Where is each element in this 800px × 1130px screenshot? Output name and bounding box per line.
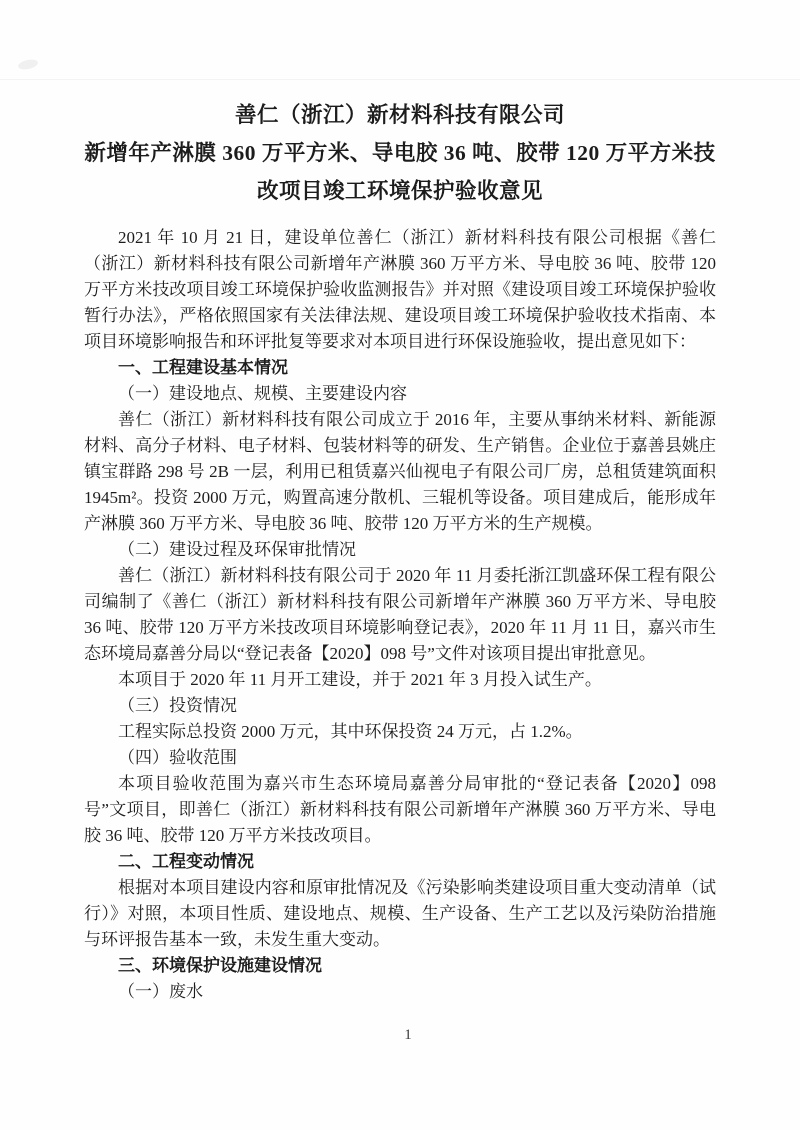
title-line-3: 改项目竣工环境保护验收意见 bbox=[256, 179, 543, 203]
section-1-3-paragraph: 工程实际总投资 2000 万元，其中环保投资 24 万元，占 1.2%。 bbox=[118, 722, 583, 741]
section-1-1-paragraph: 善仁（浙江）新材料科技有限公司成立于 2016 年，主要从事纳米材料、新能源材料、高分子材料、电子材料、包装材料等的研发、生产销售。企业位于嘉善县姚庄镇宝群路 298 号 2B 一层，利用已租赁嘉兴仙视电子有限公司厂房，总租赁建筑面积 1945m²。投资 2000 万元，购置高速分散机、三辊机等设备。项目建成后，能形成年产淋膜 360 万平方米、导电胶 36 吨、胶带 120 万平方米的生产规模。 bbox=[84, 410, 716, 533]
section-1-2-paragraph-1: 善仁（浙江）新材料科技有限公司于 2020 年 11 月委托浙江凯盛环保工程有限公司编制了《善仁（浙江）新材料科技有限公司新增年产淋膜 360 万平方米、导电胶 36 吨、胶带 120 万平方米技改项目环境影响登记表》，2020 年 11 月 11 日，嘉兴市生态环境局嘉善分局以“登记表备【2020】098 号”文件对该项目提出审批意见。 bbox=[84, 566, 716, 663]
scan-line-artifact bbox=[0, 79, 800, 80]
section-1-1-subheading: （一）建设地点、规模、主要建设内容 bbox=[118, 384, 407, 403]
section-1-4-subheading: （四）验收范围 bbox=[118, 748, 237, 767]
section-2-paragraph: 根据对本项目建设内容和原审批情况及《污染影响类建设项目重大变动清单（试行）》对照，本项目性质、建设地点、规模、生产设备、生产工艺以及污染防治措施与环评报告基本一致，未发生重大变动。 bbox=[84, 878, 716, 949]
intro-paragraph: 2021 年 10 月 21 日，建设单位善仁（浙江）新材料科技有限公司根据《善仁（浙江）新材料科技有限公司新增年产淋膜 360 万平方米、导电胶 36 吨、胶带 120 万平方米技改项目竣工环境保护验收监测报告》并对照《建设项目竣工环境保护验收暂行办法》，严格依照国家有关法律法规、建设项目竣工环境保护验收技术指南、本项目环境影响报告和环评批复等要求对本项目进行环保设施验收，提出意见如下： bbox=[84, 228, 716, 351]
page-number: 1 bbox=[404, 1027, 412, 1043]
section-3-1-subheading: （一）废水 bbox=[118, 982, 203, 1001]
section-1-heading: 一、工程建设基本情况 bbox=[118, 358, 288, 377]
section-3-heading: 三、环境保护设施建设情况 bbox=[118, 956, 322, 975]
section-1-2-paragraph-2: 本项目于 2020 年 11 月开工建设，并于 2021 年 3 月投入试生产。 bbox=[118, 670, 602, 689]
section-2-heading: 二、工程变动情况 bbox=[118, 852, 254, 871]
section-1-4-paragraph: 本项目验收范围为嘉兴市生态环境局嘉善分局审批的“登记表备【2020】098 号”文项目，即善仁（浙江）新材料科技有限公司新增年产淋膜 360 万平方米、导电胶 36 吨、胶带 120 万平方米技改项目。 bbox=[84, 774, 716, 845]
document-body bbox=[84, 225, 716, 1005]
title-line-1: 善仁（浙江）新材料科技有限公司 bbox=[234, 103, 565, 127]
title-line-2: 新增年产淋膜 360 万平方米、导电胶 36 吨、胶带 120 万平方米技 bbox=[84, 141, 716, 165]
section-1-2-subheading: （二）建设过程及环保审批情况 bbox=[118, 540, 356, 559]
document-title bbox=[0, 0, 800, 210]
section-1-3-subheading: （三）投资情况 bbox=[118, 696, 237, 715]
